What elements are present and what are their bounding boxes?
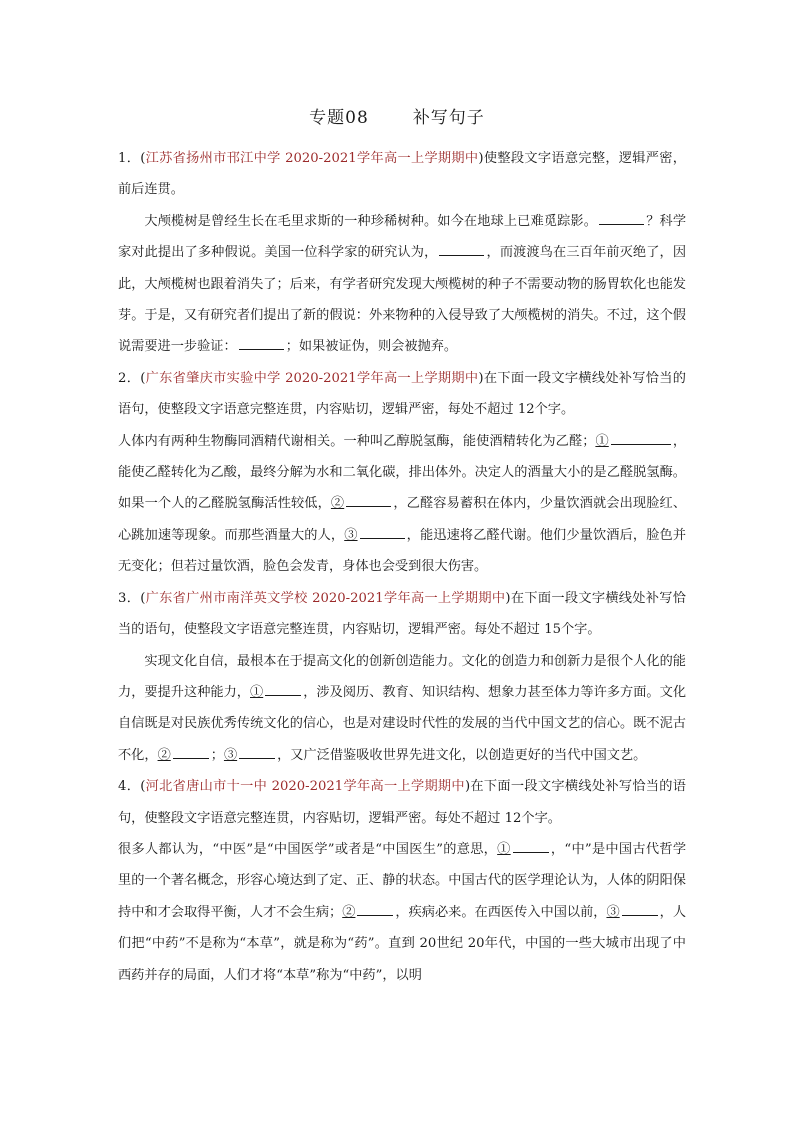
passage-text: ，疾病必来。在西医传入中国以前， <box>395 904 607 920</box>
passage-text: ；如果被证伪，则会被抛弃。 <box>285 339 458 355</box>
fill-blank[interactable] <box>622 901 658 916</box>
question-number: 2．( <box>118 370 146 386</box>
passage-text: ； <box>210 747 224 763</box>
question-source: 江苏省扬州市邗江中学 2020-2021学年高一上学期期中 <box>145 151 479 166</box>
page-title <box>0 103 794 128</box>
passage-text: 很多人都认为，“中医”是“中国医学”或者是“中国医生”的意思， <box>118 841 498 857</box>
question-number: 1．( <box>118 151 146 166</box>
passage-text: 大颅榄树是曾经生长在毛里求斯的一种珍稀树种。如今在地球上已难觅踪影。 <box>144 213 598 229</box>
passage-text: ，涉及阅历、教育、知识结构、想象力甚至体力等许多方面。文化自信既是对民族优秀传统文化的信心，也是对建设时代性的发展的当代中国文艺的信心。既不泥古不化， <box>118 684 687 763</box>
question-2-prompt <box>118 363 686 426</box>
blank-marker: ③ <box>344 527 358 543</box>
question-instruction: )在下面一段文字横线处补写恰当的语句，使整段文字语意完整连贯，内容贴切，逻辑严密，每处不超过 12个字。 <box>118 370 686 418</box>
passage-text: ，能迅速将乙醛代谢。他们少量饮酒后，脸色并无变化；但若过量饮酒，脸色会发青，身体也会受到很大伤害。 <box>118 527 687 575</box>
passage-text: ，人们把“中药”不是称为“本草”，就是称为“药”。直到 20世纪 20年代，中国的一些大城市出现了中西药并存的局面，人们才将“本草”称为“中药”，以明 <box>118 904 687 983</box>
blank-marker: ① <box>250 684 264 700</box>
blank-marker: ② <box>157 747 171 763</box>
question-4-passage <box>118 834 686 991</box>
passage-text: 实现文化自信，最根本在于提高文化的创新创造能力。文化的创造力和创新力是很个人化的能力，要提升这种能力， <box>118 653 686 700</box>
fill-blank[interactable] <box>239 744 275 759</box>
blank-marker: ③ <box>223 747 238 763</box>
passage-text: ，而渡渡鸟在三百年前灭绝了，因此，大颅榄树也跟着消失了；后来，有学者研究发现大颅榄树的种子不需要动物的肠胃软化也能发芽。于是，又有研究者们提出了新的假说：外来物种的入侵导致了大颅榄树的消失。不过，这个假说需要进一步验证： <box>118 245 687 355</box>
fill-blank[interactable] <box>611 430 671 445</box>
fill-blank[interactable] <box>357 901 393 916</box>
question-3-prompt <box>118 583 686 646</box>
question-2-passage <box>118 426 686 583</box>
title-topic-number: 专题08 <box>309 108 369 128</box>
question-number: 3．( <box>118 590 146 606</box>
question-source: 广东省广州市南洋英文学校 2020-2021学年高一上学期期中 <box>145 590 506 606</box>
passage-text: ，能使乙醛转化为乙酸，最终分解为水和二氧化碳，排出体外。决定人的酒量大小的是乙醛脱氢酶。如果一个人的乙醛脱氢酶活性较低， <box>118 433 687 512</box>
question-source: 广东省肇庆市实验中学 2020-2021学年高一上学期期中 <box>145 370 479 386</box>
question-3-passage <box>118 646 686 772</box>
question-4-prompt <box>118 771 686 834</box>
question-list <box>118 143 686 991</box>
fill-blank[interactable] <box>513 838 549 853</box>
blank-marker: ① <box>497 841 511 857</box>
passage-text: 人体内有两种生物酶同酒精代谢相关。一种叫乙醇脱氢酶，能使酒精转化为乙醛； <box>118 433 596 449</box>
question-number: 4．( <box>118 779 146 795</box>
question-1-passage <box>118 206 686 363</box>
fill-blank[interactable] <box>439 241 484 256</box>
blank-marker: ③ <box>606 904 620 920</box>
fill-blank[interactable] <box>173 744 209 759</box>
fill-blank[interactable] <box>360 524 405 539</box>
question-instruction: )使整段文字语意完整，逻辑严密，前后连贯。 <box>118 151 686 198</box>
question-source: 河北省唐山市十一中 2020-2021学年高一上学期期中 <box>145 779 465 795</box>
fill-blank[interactable] <box>346 492 391 507</box>
fill-blank[interactable] <box>239 335 284 350</box>
question-instruction: )在下面一段文字横线处补写恰当的语句，使整段文字语意完整连贯，内容贴切，逻辑严密。每处不超过 15个字。 <box>118 590 686 638</box>
passage-text: ，乙醛容易蓄积在体内，少量饮酒就会出现脸红、心跳加速等现象。而那些酒量大的人， <box>118 496 687 543</box>
fill-blank[interactable] <box>265 681 301 696</box>
passage-text: ，又广泛借鉴吸收世界先进文化，以创造更好的当代中国文艺。 <box>277 747 647 763</box>
question-1-prompt <box>118 143 686 206</box>
blank-marker: ② <box>330 496 345 512</box>
passage-text: ，“中”是中国古代哲学里的一个著名概念，形容心境达到了定、正、静的状态。中国古代的医学理论认为，人体的阴阳保持中和才会取得平衡，人才不会生病； <box>118 841 687 920</box>
passage-text: ？科学家对此提出了多种假说。美国一位科学家的研究认为， <box>118 213 687 261</box>
title-topic-name: 补写句子 <box>412 108 485 128</box>
fill-blank[interactable] <box>599 210 644 225</box>
blank-marker: ① <box>595 433 609 449</box>
question-instruction: )在下面一段文字横线处补写恰当的语句，使整段文字语意完整连贯，内容贴切，逻辑严密。每处不超过 12个字。 <box>118 779 686 826</box>
blank-marker: ② <box>342 904 356 920</box>
